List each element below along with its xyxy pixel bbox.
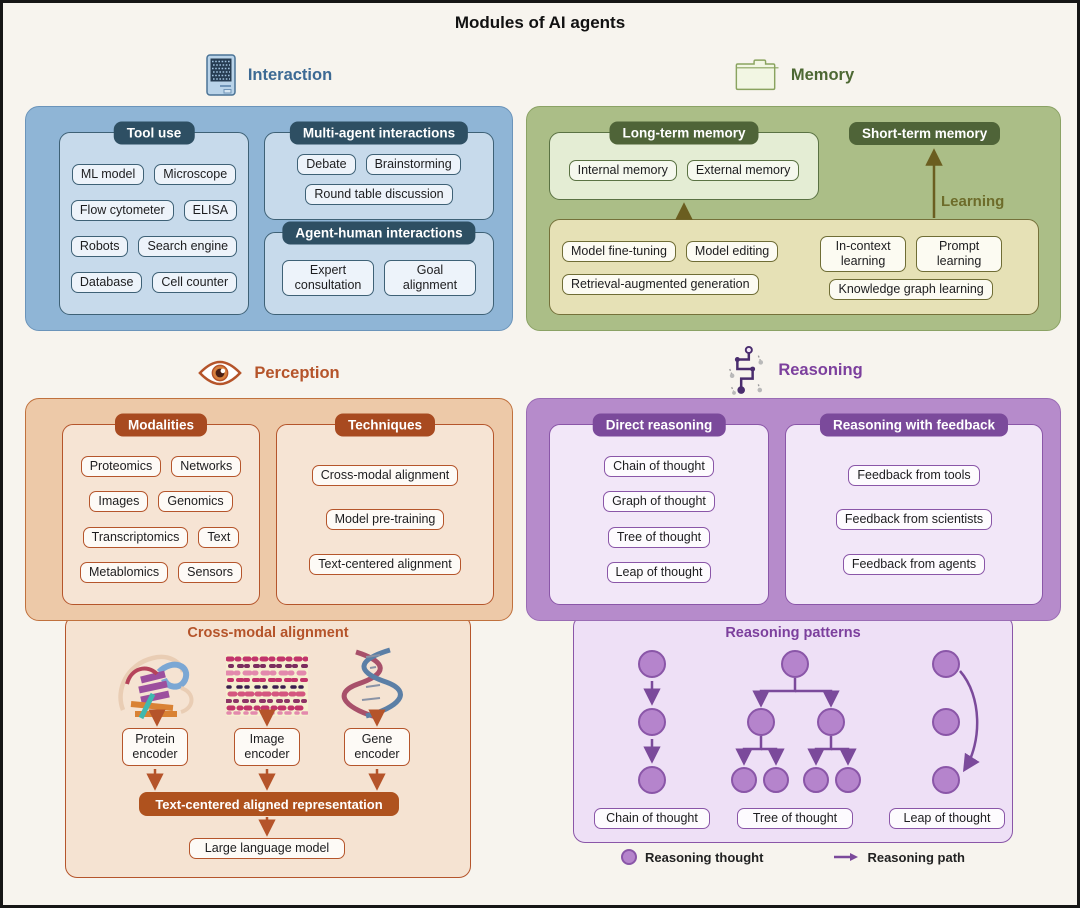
molecule-path-icon (724, 344, 766, 396)
item-pill: Proteomics (81, 456, 162, 477)
item-pill: Model fine-tuning (562, 241, 676, 262)
reasoning-thought-dot (621, 849, 637, 865)
item-pill: Feedback from agents (843, 554, 985, 575)
gene-encoder-pill: Gene encoder (344, 728, 410, 766)
modalities-header: Modalities (115, 414, 207, 437)
perception-panel (25, 398, 513, 621)
pill-row (265, 184, 493, 205)
item-pill: Model pre-training (326, 509, 445, 530)
tool-use-items (60, 133, 248, 314)
direct-reasoning-items (550, 425, 768, 604)
techniques-group (276, 417, 494, 605)
pill-row (63, 562, 259, 583)
item-pill: Networks (171, 456, 241, 477)
item-pill: Leap of thought (607, 562, 712, 583)
item-pill: Transcriptomics (83, 527, 189, 548)
pill-row (550, 527, 768, 548)
long-term-memory-header: Long-term memory (609, 122, 758, 145)
pill-row (63, 527, 259, 548)
reasoning-legend (573, 849, 1013, 865)
item-pill: Cross-modal alignment (312, 465, 459, 486)
item-pill: Robots (71, 236, 129, 257)
item-pill: Text (198, 527, 239, 548)
item-pill: In-context learning (820, 236, 906, 272)
techniques-header: Techniques (335, 414, 435, 437)
techniques-items (277, 425, 493, 604)
pill-row (60, 236, 248, 257)
item-pill: Brainstorming (366, 154, 461, 175)
pill-row (277, 554, 493, 575)
pill-row (277, 465, 493, 486)
modalities-items (63, 425, 259, 604)
pill-row (60, 272, 248, 293)
item-pill: Goal alignment (384, 260, 476, 296)
chain-of-thought-label: Chain of thought (594, 808, 710, 829)
large-language-model-pill: Large language model (189, 838, 345, 859)
agent-human-header: Agent-human interactions (282, 222, 475, 245)
legend-reasoning-path (833, 850, 965, 865)
item-pill: Round table discussion (305, 184, 452, 205)
item-pill: Expert consultation (282, 260, 374, 296)
item-pill: Microscope (154, 164, 236, 185)
perception-header (25, 351, 513, 395)
pill-row (550, 241, 784, 262)
reasoning-panel (526, 398, 1061, 621)
eye-icon (198, 359, 242, 387)
interaction-title: Interaction (247, 65, 333, 84)
leap-of-thought-label: Leap of thought (889, 808, 1005, 829)
pill-row (550, 491, 768, 512)
protein-encoder-pill: Protein encoder (122, 728, 188, 766)
reasoning-path-arrow (833, 852, 859, 862)
pill-row (550, 160, 818, 181)
item-pill: Feedback from tools (848, 465, 979, 486)
tool-use-header: Tool use (114, 122, 195, 145)
pill-row (550, 274, 784, 295)
pill-row (265, 154, 493, 175)
pill-row (786, 509, 1042, 530)
pill-row (60, 200, 248, 221)
item-pill: Retrieval-augmented generation (562, 274, 759, 295)
pill-row (550, 456, 768, 477)
cross-modal-panel (65, 615, 471, 878)
agent-human-group (264, 225, 494, 315)
memory-panel (526, 106, 1061, 331)
item-pill: Internal memory (569, 160, 677, 181)
text-centered-representation-bar: Text-centered aligned representation (139, 792, 399, 816)
item-pill: Tree of thought (608, 527, 710, 548)
pill-row (550, 562, 768, 583)
item-pill: Images (89, 491, 148, 512)
direct-reasoning-header: Direct reasoning (593, 414, 726, 437)
item-pill: Graph of thought (603, 491, 715, 512)
folder-icon (733, 57, 779, 93)
tree-of-thought-label: Tree of thought (737, 808, 853, 829)
item-pill: ELISA (184, 200, 237, 221)
reasoning-patterns-panel (573, 615, 1013, 843)
learning-right-items (784, 220, 1038, 314)
legend-reasoning-thought-label: Reasoning thought (645, 849, 764, 865)
interaction-panel (25, 106, 513, 331)
pill-row (784, 279, 1038, 300)
image-encoder-pill: Image encoder (234, 728, 300, 766)
short-term-memory-header: Short-term memory (849, 122, 1000, 145)
reasoning-patterns-title: Reasoning patterns (725, 625, 861, 641)
pill-row (786, 554, 1042, 575)
pill-row (265, 260, 493, 296)
item-pill: Prompt learning (916, 236, 1002, 272)
item-pill: Debate (297, 154, 355, 175)
reasoning-header (526, 345, 1061, 395)
histology-image (226, 654, 308, 716)
item-pill: External memory (687, 160, 799, 181)
item-pill: Knowledge graph learning (829, 279, 992, 300)
reasoning-feedback-group (785, 417, 1043, 605)
legend-reasoning-thought (621, 849, 763, 865)
protein-structure-image (111, 648, 203, 726)
item-pill: Text-centered alignment (309, 554, 460, 575)
legend-reasoning-path-label: Reasoning path (867, 849, 965, 865)
reasoning-feedback-items (786, 425, 1042, 604)
agent-human-items (265, 233, 493, 314)
pill-row (784, 236, 1038, 272)
interaction-header (25, 48, 513, 102)
long-term-memory-group (549, 125, 819, 200)
computer-icon (206, 54, 236, 96)
multi-agent-header: Multi-agent interactions (290, 122, 468, 145)
dna-helix-image (336, 646, 418, 724)
item-pill: Model editing (686, 241, 778, 262)
page-title: Modules of AI agents (454, 13, 626, 32)
pill-row (60, 164, 248, 185)
memory-title: Memory (790, 65, 855, 84)
learning-left-items (550, 220, 784, 314)
item-pill: ML model (72, 164, 144, 185)
item-pill: Search engine (138, 236, 237, 257)
pill-row (786, 465, 1042, 486)
item-pill: Feedback from scientists (836, 509, 992, 530)
learning-label: Learning (941, 193, 1005, 210)
multi-agent-group (264, 125, 494, 220)
cross-modal-title: Cross-modal alignment (187, 625, 349, 641)
item-pill: Genomics (158, 491, 232, 512)
memory-header (526, 48, 1061, 102)
tool-use-group (59, 125, 249, 315)
pill-row (277, 509, 493, 530)
item-pill: Database (71, 272, 143, 293)
item-pill: Flow cytometer (71, 200, 174, 221)
learning-group (549, 219, 1039, 315)
direct-reasoning-group (549, 417, 769, 605)
multi-agent-items (265, 133, 493, 219)
reasoning-title: Reasoning (778, 360, 863, 379)
item-pill: Sensors (178, 562, 242, 583)
item-pill: Chain of thought (604, 456, 714, 477)
item-pill: Cell counter (152, 272, 237, 293)
reasoning-feedback-header: Reasoning with feedback (820, 414, 1008, 437)
pill-row (63, 456, 259, 477)
perception-title: Perception (254, 363, 340, 382)
modalities-group (62, 417, 260, 605)
item-pill: Metablomics (80, 562, 168, 583)
pill-row (63, 491, 259, 512)
